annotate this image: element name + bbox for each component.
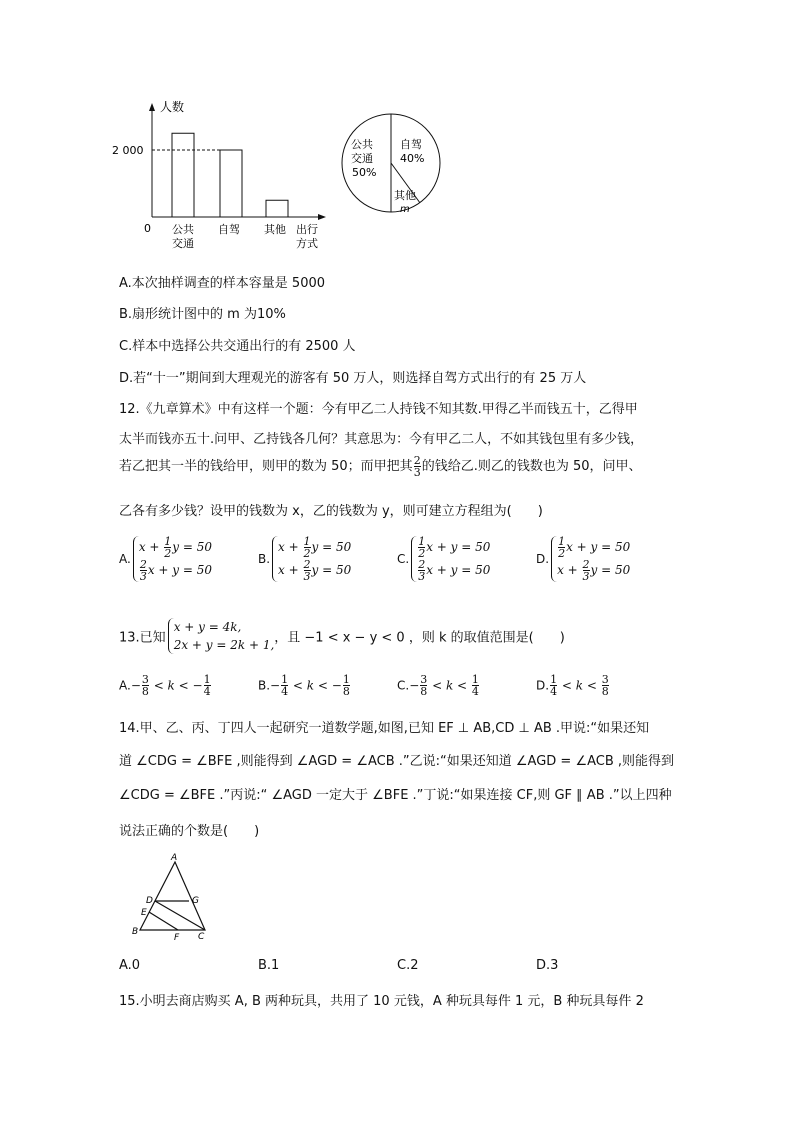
- q12-line-4: 乙各有多少钱？设甲的钱数为 x，乙的钱数为 y，则可建立方程组为( ): [119, 504, 543, 519]
- q13-stem: 13.已知 x + y = 4k, 2x + y = 2k + 1, ，且 −1 < x − y < 0 ，则 k 的取值范围是( ): [119, 620, 565, 652]
- q12-option-b: B. x + $\frac{1}{2}$ y = 50 x + $\frac{2}{3}$ y = 50: [258, 535, 352, 583]
- q14-line-4: 说法正确的个数是( ): [119, 824, 260, 839]
- q13-option-a: A.− $\frac{3}{8}$ < k < − $\frac{1}{4}$: [119, 673, 211, 698]
- q14-line-2: 道 ∠CDG = ∠BFE ,则能得到 ∠AGD = ∠ACB .”乙说:“如果还知道 ∠AGD = ∠ACB ,则能得到: [119, 754, 675, 769]
- q14-option-b: B.1: [258, 958, 280, 973]
- q14-line-3: ∠CDG = ∠BFE .”丙说:“ ∠AGD 一定大于 ∠BFE .”丁说:“如果连接 CF,则 GF ∥ AB .”以上四种: [119, 788, 672, 803]
- q14-option-a: A.0: [119, 958, 141, 973]
- q11-option-a: A.本次抽样调查的样本容量是 5000: [119, 276, 326, 291]
- q14-line-1: 14.甲、乙、丙、丁四人一起研究一道数学题,如图,已知 EF ⊥ AB,CD ⊥ AB .甲说:“如果还知: [119, 721, 650, 736]
- fraction-two-thirds: $\frac{2}{3}$: [413, 454, 421, 479]
- label-d: D: [146, 896, 153, 906]
- label-c: C: [198, 932, 205, 942]
- y-axis-arrow-icon: [149, 103, 155, 111]
- q14-option-c: C.2: [397, 958, 419, 973]
- q12-option-c: C. $\frac{1}{2}$ x + y = 50 $\frac{2}{3}$ x + y = 50: [397, 535, 491, 583]
- bar-chart: [110, 95, 340, 255]
- q12-option-a: A. x + $\frac{1}{2}$ y = 50 $\frac{2}{3}$ x + y = 50: [119, 535, 212, 583]
- q12-options: [119, 536, 679, 600]
- label-g: G: [192, 896, 199, 906]
- x-tick-label-other: 其他: [264, 223, 286, 236]
- q14-geometry-figure: [128, 850, 218, 945]
- x-tick-label-self: 自驾: [218, 223, 240, 236]
- q15-line-1: 15.小明去商店购买 A, B 两种玩具，共用了 10 元钱，A 种玩具每件 1 元，B 种玩具每件 2: [119, 994, 644, 1009]
- q12-line-3: [119, 455, 642, 478]
- q13-option-b: B.− $\frac{1}{4}$ < k < − $\frac{1}{8}$: [258, 673, 350, 698]
- bar-3: [266, 200, 288, 217]
- q11-option-b: B.扇形统计图中的 m 为10%: [119, 307, 286, 322]
- q11-option-c: C.样本中选择公共交通出行的有 2500 人: [119, 339, 356, 354]
- x-tick-label-public-1: 公共: [172, 223, 194, 236]
- pie-label-other-2: m: [400, 204, 410, 215]
- label-b: B: [132, 927, 139, 937]
- x-axis-label-2: 方式: [296, 237, 318, 250]
- pie-label-public-2: 交通: [351, 152, 373, 165]
- q12-line-1: 12.《九章算术》中有这样一个题：今有甲乙二人持钱不知其数.甲得乙半而钱五十，乙得甲: [119, 402, 638, 417]
- pie-label-self-1: 自驾: [400, 138, 422, 151]
- q12-line-2: 太半而钱亦五十.问甲、乙持钱各几何？其意思为：今有甲乙二人，不如其钱包里有多少钱，: [119, 432, 644, 447]
- bar-2: [220, 150, 242, 217]
- q13-options: [119, 674, 679, 704]
- q12-line-3b: 的钱给乙.则乙的钱数也为 50，问甲、: [421, 459, 642, 474]
- pie-label-other-1: 其他: [394, 189, 416, 202]
- q11-option-d: D.若“十一”期间到大理观光的游客有 50 万人，则选择自驾方式出行的有 25 万人: [119, 371, 587, 386]
- q13-option-c: C.− $\frac{3}{8}$ < k < $\frac{1}{4}$: [397, 673, 479, 698]
- label-f: F: [174, 933, 180, 943]
- q12-line-3a: 若乙把其一半的钱给甲，则甲的数为 50；而甲把其: [119, 459, 413, 474]
- label-e: E: [141, 908, 147, 918]
- pie-label-public-3: 50%: [352, 166, 377, 179]
- x-axis-label-1: 出行: [296, 223, 318, 236]
- origin-label: 0: [144, 222, 151, 235]
- x-axis-arrow-icon: [318, 214, 326, 220]
- y-axis-label: 人数: [160, 100, 185, 114]
- pie-chart: [338, 108, 448, 218]
- q14-option-d: D.3: [536, 958, 559, 973]
- label-a: A: [171, 853, 178, 863]
- x-tick-label-public-2: 交通: [172, 237, 194, 250]
- pie-label-public-1: 公共: [351, 138, 373, 151]
- segment-ef: [149, 912, 178, 930]
- y-tick-label: 2 000: [112, 144, 144, 157]
- q13-option-d: D. $\frac{1}{4}$ < k < $\frac{3}{8}$: [536, 673, 609, 698]
- bar-1: [172, 133, 194, 217]
- pie-label-self-2: 40%: [400, 152, 425, 165]
- q12-option-d: D. $\frac{1}{2}$ x + y = 50 x + $\frac{2}{3}$ y = 50: [536, 535, 631, 583]
